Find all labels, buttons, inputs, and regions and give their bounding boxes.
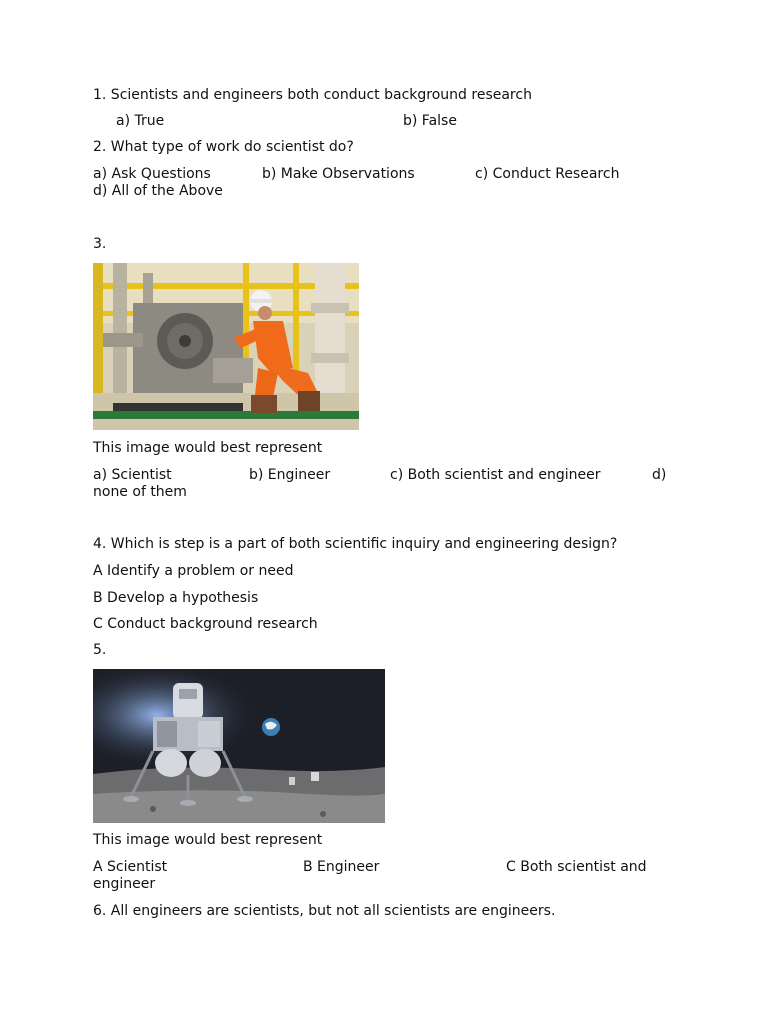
question-1-text: 1. Scientists and engineers both conduct background research [93, 87, 532, 103]
question-3-option-d-text: none of them [93, 484, 187, 500]
question-5-option-b: B Engineer [303, 859, 380, 875]
question-3-option-b: b) Engineer [249, 467, 331, 483]
engineer-at-machinery-photo [93, 263, 359, 430]
question-3-option-a: a) Scientist [93, 467, 172, 483]
question-4-option-c: C Conduct background research [93, 616, 318, 632]
question-5-number: 5. [93, 642, 107, 658]
question-5-prompt: This image would best represent [93, 832, 323, 848]
question-5-option-c: C Both scientist and [506, 859, 647, 875]
question-4-text: 4. Which is step is a part of both scientific inquiry and engineering design? [93, 536, 618, 552]
question-3-option-d-label: d) [652, 467, 667, 483]
question-3-option-c: c) Both scientist and engineer [390, 467, 601, 483]
question-6-text: 6. All engineers are scientists, but not all scientists are engineers. [93, 903, 556, 919]
question-5-option-a: A Scientist [93, 859, 168, 875]
question-4-option-a: A Identify a problem or need [93, 563, 294, 579]
question-3-prompt: This image would best represent [93, 440, 323, 456]
question-2-text: 2. What type of work do scientist do? [93, 139, 354, 155]
question-1-option-b: b) False [403, 113, 457, 129]
lunar-lander-photo [93, 669, 385, 823]
question-4-option-b: B Develop a hypothesis [93, 590, 259, 606]
question-2-option-b: b) Make Observations [262, 166, 415, 182]
question-3-number: 3. [93, 236, 107, 252]
question-2-option-c: c) Conduct Research [475, 166, 620, 182]
question-2-option-d: d) All of the Above [93, 183, 223, 199]
question-5-option-c-continued: engineer [93, 876, 156, 892]
question-1-option-a: a) True [116, 113, 165, 129]
question-2-option-a: a) Ask Questions [93, 166, 211, 182]
